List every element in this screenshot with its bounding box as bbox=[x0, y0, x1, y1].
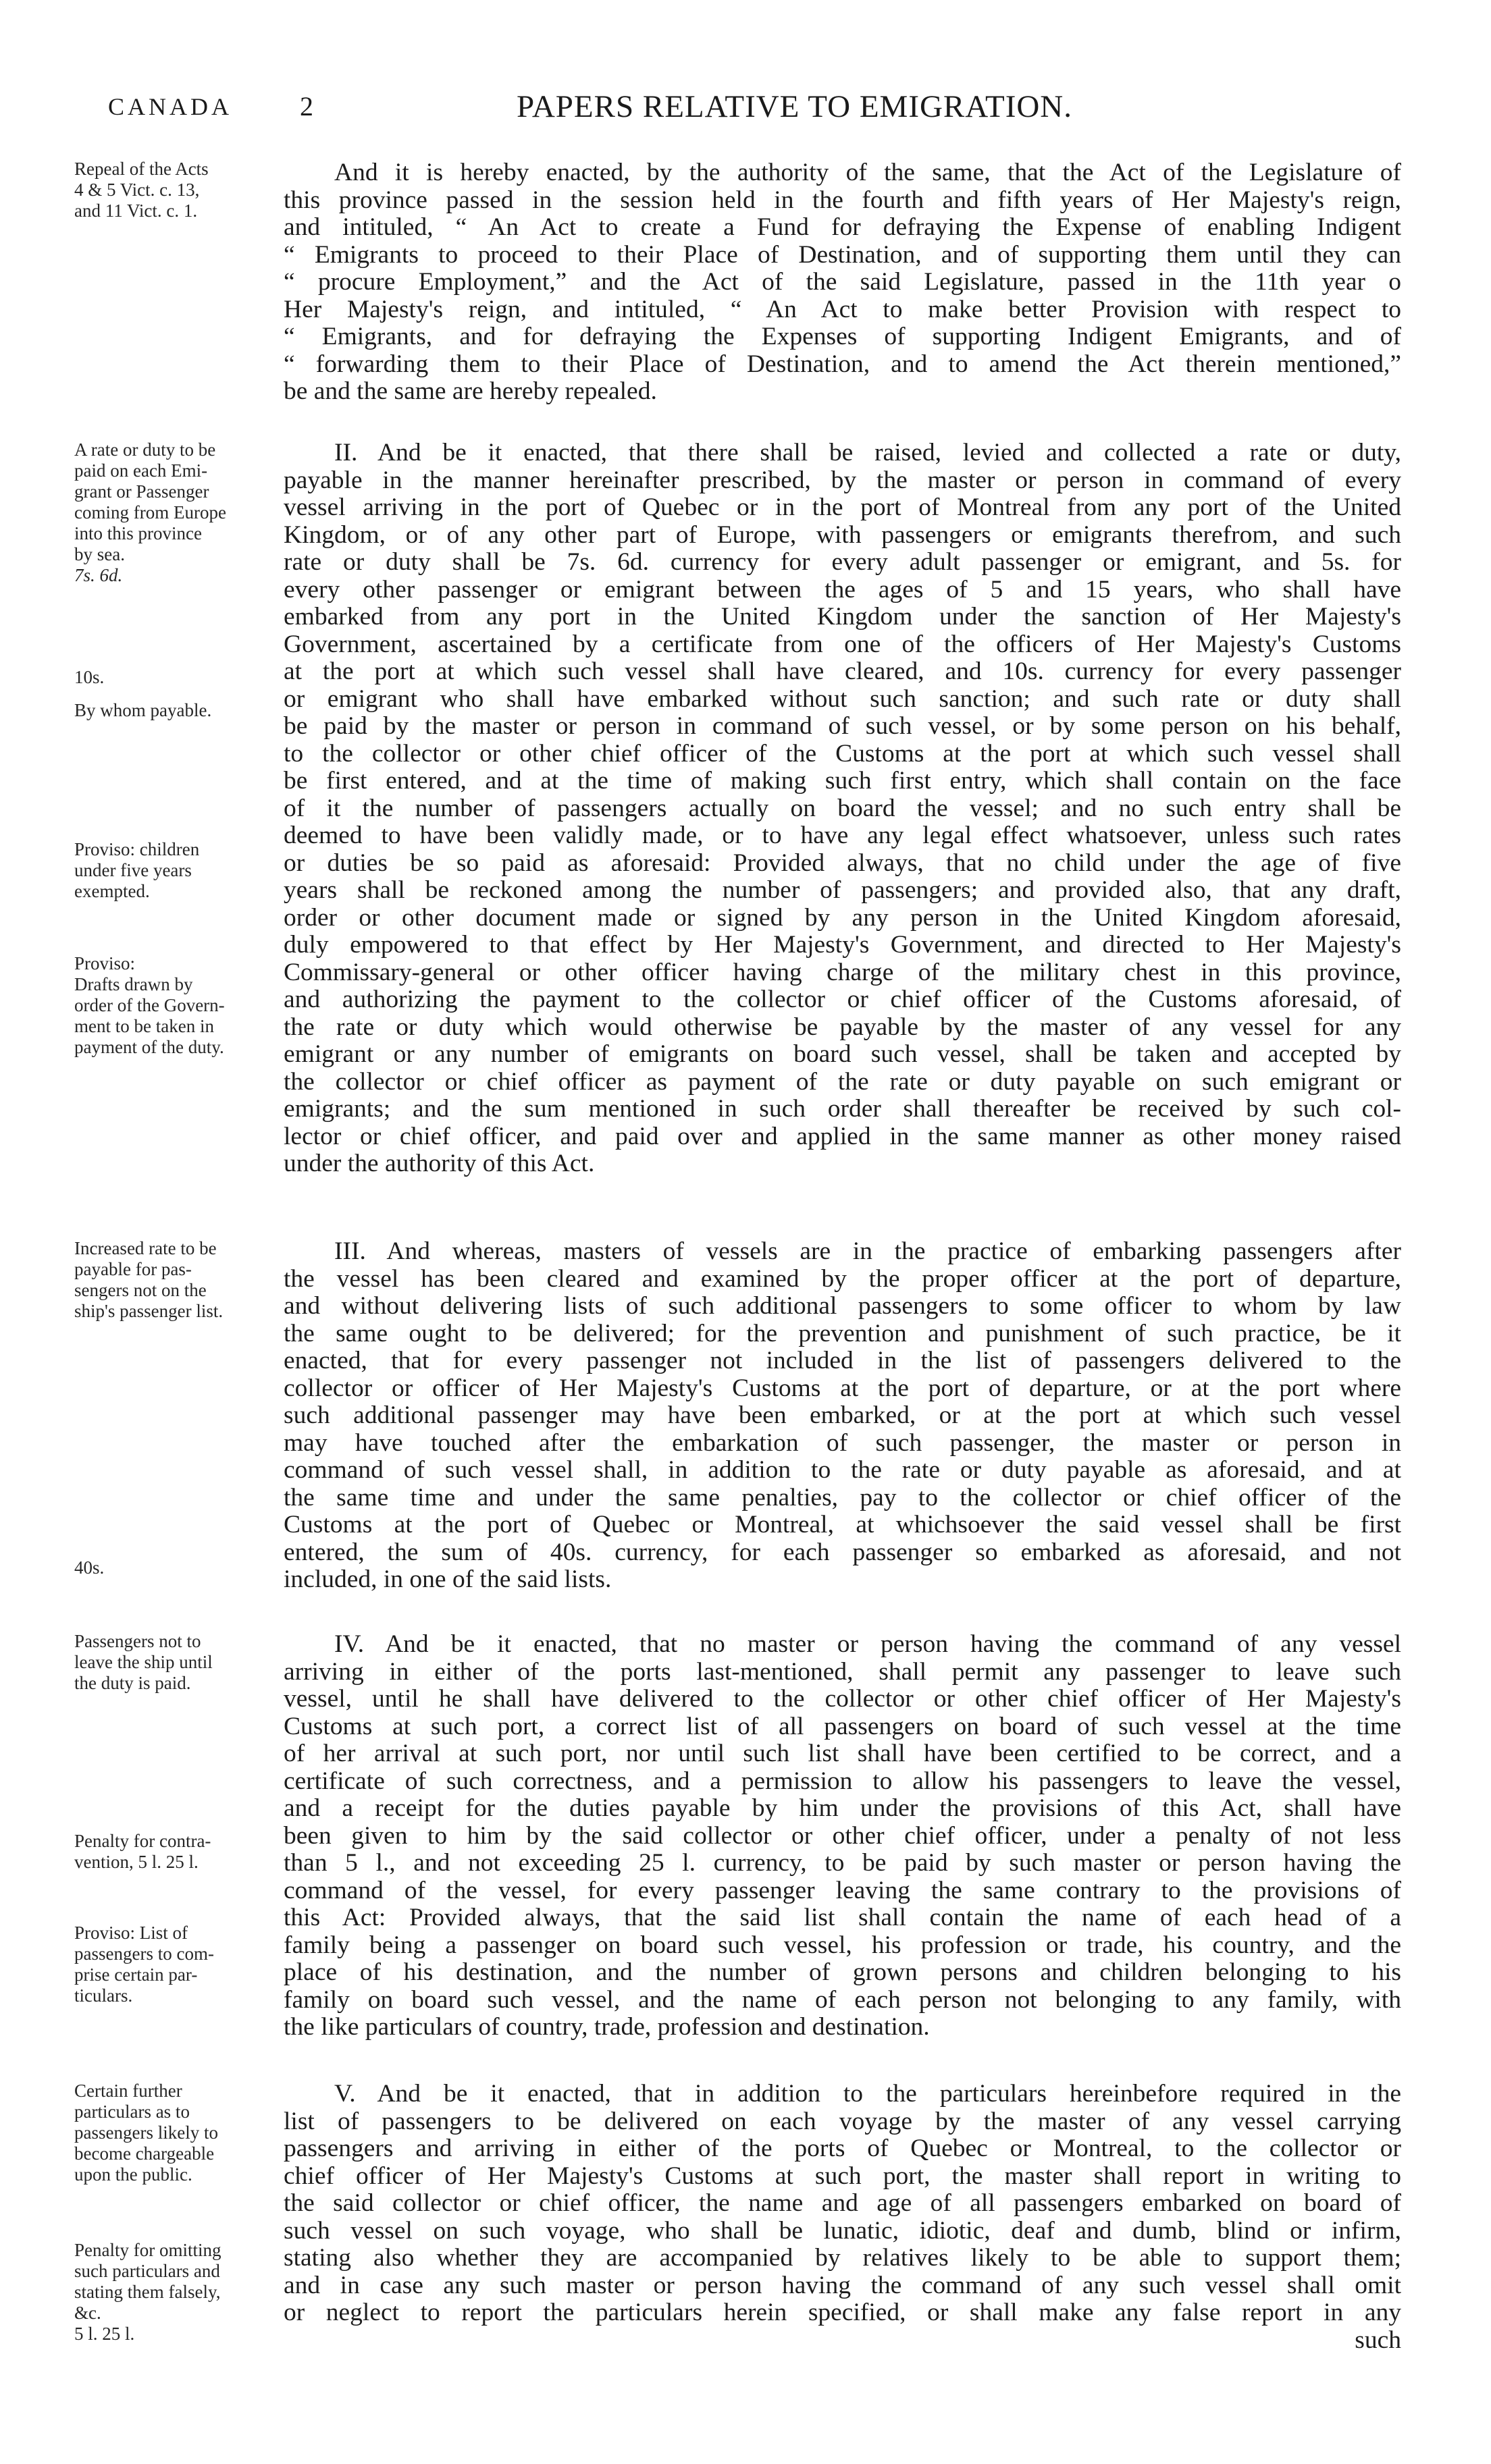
running-head-title: PAPERS RELATIVE TO EMIGRATION. bbox=[517, 89, 1072, 124]
text-line: III. And whereas, masters of vessels are in the practice of embarking passengers after bbox=[334, 1237, 1401, 1265]
margin-note-line: grant or Passenger bbox=[74, 481, 209, 502]
margin-note bbox=[74, 1557, 277, 1578]
text-line: passengers and arriving in either of the ports of Quebec or Montreal, to the collector or bbox=[284, 2135, 1401, 2162]
margin-note-line: exempted. bbox=[74, 881, 150, 901]
margin-note-line: the duty is paid. bbox=[74, 1673, 191, 1693]
text-line: the rate or duty which would otherwise be payable by the master of any vessel for any bbox=[284, 1013, 1401, 1041]
margin-note-line: by sea. bbox=[74, 544, 125, 564]
text-line: the said collector or chief officer, the name and age of all passengers embarked on board of bbox=[284, 2189, 1401, 2217]
text-line: list of passengers to be delivered on each voyage by the master of any vessel carrying bbox=[284, 2107, 1401, 2135]
margin-note-line: A rate or duty to be bbox=[74, 439, 216, 460]
margin-note-line: 10s. bbox=[74, 667, 105, 687]
margin-note-line: Increased rate to be bbox=[74, 1238, 217, 1258]
text-line: been given to him by the said collector or other chief officer, under a penalty of not less bbox=[284, 1821, 1401, 1850]
text-line: payable in the manner hereinafter prescribed, by the master or person in command of every bbox=[284, 466, 1401, 494]
margin-note-line: Penalty for contra- bbox=[74, 1831, 211, 1851]
text-line: “ forwarding them to their Place of Destination, and to amend the Act therein mentioned,” bbox=[284, 350, 1401, 378]
page-number: 2 bbox=[300, 91, 313, 122]
section-iv bbox=[284, 1631, 1401, 2041]
text-line: Customs at the port of Quebec or Montreal, at whichsoever the said vessel shall be first bbox=[284, 1511, 1401, 1538]
margin-note bbox=[74, 2081, 277, 2185]
margin-note bbox=[74, 1831, 277, 1873]
text-line: may have touched after the embarkation of such passenger, the master or person in bbox=[284, 1428, 1401, 1457]
text-line: Government, ascertained by a certificate from one of the officers of Her Majesty's Customs bbox=[284, 630, 1401, 658]
margin-note bbox=[74, 1631, 277, 1694]
text-line: such additional passenger may have been embarked, or at the port at which such vessel bbox=[284, 1401, 1401, 1429]
margin-note-line: vention, 5 l. 25 l. bbox=[74, 1852, 199, 1872]
margin-note-line: upon the public. bbox=[74, 2164, 192, 2185]
text-line: or duties be so paid as aforesaid: Provided always, that no child under the age of five bbox=[284, 849, 1401, 877]
text-line: Kingdom, or of any other part of Europe, with passengers or emigrants therefrom, and such bbox=[284, 520, 1401, 549]
margin-note-line: order of the Govern- bbox=[74, 995, 225, 1015]
text-line: chief officer of Her Majesty's Customs at such port, the master shall report in writing to bbox=[284, 2162, 1401, 2190]
margin-note-line: Passengers not to bbox=[74, 1631, 201, 1651]
text-line: be and the same are hereby repealed. bbox=[284, 377, 657, 405]
text-line: or neglect to report the particulars herein specified, or shall make any false report in any bbox=[284, 2299, 1401, 2326]
text-line: V. And be it enacted, that in addition to the particulars hereinbefore required in the bbox=[334, 2080, 1401, 2108]
text-line: command of such vessel shall, in addition to the rate or duty payable as aforesaid, and at bbox=[284, 1456, 1401, 1484]
margin-note-line: paid on each Emi- bbox=[74, 460, 208, 481]
text-line: Commissary-general or other officer having charge of the military chest in this province, bbox=[284, 958, 1401, 986]
margin-note-line: Repeal of the Acts bbox=[74, 159, 209, 179]
text-line: at the port at which such vessel shall have cleared, and 10s. currency for every passenger bbox=[284, 658, 1401, 685]
text-line: deemed to have been validly made, or to have any legal effect whatsoever, unless such rates bbox=[284, 822, 1401, 849]
text-line: the collector or chief officer as payment of the rate or duty payable on such emigrant or bbox=[284, 1067, 1401, 1096]
text-line: emigrants; and the sum mentioned in such order shall thereafter be received by such col- bbox=[284, 1095, 1401, 1123]
margin-note-line: prise certain par- bbox=[74, 1964, 198, 1985]
margin-note-line: 5 l. 25 l. bbox=[74, 2324, 135, 2344]
margin-note-line: 40s. bbox=[74, 1557, 105, 1578]
text-line: the like particulars of country, trade, profession and destination. bbox=[284, 2013, 930, 2041]
margin-note-line: Drafts drawn by bbox=[74, 974, 193, 994]
text-line: the same ought to be delivered; for the prevention and punishment of such practice, be it bbox=[284, 1319, 1401, 1347]
text-line: and authorizing the payment to the collector or chief officer of the Customs aforesaid, of bbox=[284, 986, 1401, 1013]
text-line: and intituled, “ An Act to create a Fund for defraying the Expense of enabling Indigent bbox=[284, 213, 1401, 241]
text-line: arriving in either of the ports last-mentioned, shall permit any passenger to leave such bbox=[284, 1657, 1401, 1686]
margin-note-line: such particulars and bbox=[74, 2261, 220, 2281]
text-line: and a receipt for the duties payable by him under the provisions of this Act, shall have bbox=[284, 1794, 1401, 1822]
margin-note-line: passengers to com- bbox=[74, 1944, 214, 1964]
margin-note-line: sengers not on the bbox=[74, 1280, 207, 1300]
margin-note bbox=[74, 159, 277, 221]
text-line: IV. And be it enacted, that no master or person having the command of any vessel bbox=[334, 1630, 1401, 1658]
margin-note-line: particulars as to bbox=[74, 2101, 190, 2122]
margin-note-line: ship's passenger list. bbox=[74, 1301, 224, 1321]
margin-note-line: Certain further bbox=[74, 2081, 182, 2101]
margin-note-line: into this province bbox=[74, 523, 202, 543]
margin-note-line: payment of the duty. bbox=[74, 1037, 224, 1057]
margin-note bbox=[74, 1238, 277, 1322]
margin-note-line: stating them falsely, bbox=[74, 2282, 221, 2302]
text-line: order or other document made or signed by any person in the United Kingdom aforesaid, bbox=[284, 903, 1401, 932]
margin-note-line: and 11 Vict. c. 1. bbox=[74, 200, 198, 221]
section-ii bbox=[284, 439, 1401, 1178]
text-line: “ procure Employment,” and the Act of the said Legislature, passed in the 11th year o bbox=[284, 268, 1401, 296]
margin-note bbox=[74, 2240, 277, 2345]
margin-note-line: Proviso: bbox=[74, 953, 136, 973]
margin-note-line: 7s. 6d. bbox=[74, 565, 123, 585]
margin-note-line: Penalty for omitting bbox=[74, 2240, 221, 2260]
margin-note bbox=[74, 700, 277, 721]
text-line: embarked from any port in the United Kingdom under the sanction of Her Majesty's bbox=[284, 603, 1401, 631]
text-line: II. And be it enacted, that there shall be raised, levied and collected a rate or duty, bbox=[334, 439, 1401, 466]
text-line: certificate of such correctness, and a permission to allow his passengers to leave the vessel, bbox=[284, 1767, 1401, 1795]
text-line: of it the number of passengers actually on board the vessel; and no such entry shall be bbox=[284, 794, 1401, 822]
text-line: “ Emigrants, and for defraying the Expenses of supporting Indigent Emigrants, and of bbox=[284, 323, 1401, 350]
margin-note-line: By whom payable. bbox=[74, 700, 212, 720]
text-line: years shall be reckoned among the number of passengers; and provided also, that any draft, bbox=[284, 876, 1401, 904]
text-line: such vessel on such voyage, who shall be lunatic, idiotic, deaf and dumb, blind or infirm, bbox=[284, 2216, 1401, 2245]
text-line: and in case any such master or person having the command of any such vessel shall omit bbox=[284, 2271, 1401, 2299]
margin-note-line: Proviso: List of bbox=[74, 1923, 188, 1943]
text-line: collector or officer of Her Majesty's Customs at the port of departure, or at the port where bbox=[284, 1374, 1401, 1402]
text-line: family being a passenger on board such vessel, his profession or trade, his country, and the bbox=[284, 1931, 1401, 1959]
margin-note-line: passengers likely to bbox=[74, 2122, 218, 2143]
margin-note-line: ment to be taken in bbox=[74, 1016, 214, 1036]
text-line: this province passed in the session held in the fourth and fifth years of Her Majesty's reign, bbox=[284, 186, 1401, 214]
catchword: such bbox=[1355, 2326, 1401, 2354]
text-line: family on board such vessel, and the name of each person not belonging to any family, with bbox=[284, 1985, 1401, 2014]
text-line: every other passenger or emigrant between the ages of 5 and 15 years, who shall have bbox=[284, 575, 1401, 604]
margin-note-line: under five years bbox=[74, 860, 192, 880]
margin-note bbox=[74, 953, 277, 1058]
text-line: or emigrant who shall have embarked without such sanction; and such rate or duty shall bbox=[284, 685, 1401, 713]
margin-note-line: Proviso: children bbox=[74, 839, 200, 859]
text-line: place of his destination, and the number of grown persons and children belonging to his bbox=[284, 1958, 1401, 1986]
margin-note-line: 4 & 5 Vict. c. 13, bbox=[74, 180, 200, 200]
text-line: Her Majesty's reign, and intituled, “ An Act to make better Provision with respect to bbox=[284, 295, 1401, 323]
text-line: this Act: Provided always, that the said list shall contain the name of each head of a bbox=[284, 1904, 1401, 1931]
margin-note-line: coming from Europe bbox=[74, 502, 226, 523]
text-line: than 5 l., and not exceeding 25 l. currency, to be paid by such master or person having the bbox=[284, 1849, 1401, 1877]
text-line: rate or duty shall be 7s. 6d. currency for every adult passenger or emigrant, and 5s. for bbox=[284, 548, 1401, 576]
text-line: vessel, until he shall have delivered to the collector or other chief officer of Her Majesty's bbox=[284, 1685, 1401, 1713]
text-line: be first entered, and at the time of making such first entry, which shall contain on the face bbox=[284, 767, 1401, 795]
running-head-country: CANADA bbox=[108, 93, 233, 120]
margin-note-line: become chargeable bbox=[74, 2143, 215, 2164]
text-line: lector or chief officer, and paid over and applied in the same manner as other money raised bbox=[284, 1122, 1401, 1150]
text-line: command of the vessel, for every passenger leaving the same contrary to the provisions of bbox=[284, 1876, 1401, 1904]
text-line: Customs at such port, a correct list of all passengers on board of such vessel at the time bbox=[284, 1712, 1401, 1740]
text-line: the vessel has been cleared and examined by the proper officer at the port of departure, bbox=[284, 1264, 1401, 1293]
section-repeal bbox=[284, 159, 1401, 406]
text-line: vessel arriving in the port of Quebec or in the port of Montreal from any port of the United bbox=[284, 493, 1401, 521]
margin-note bbox=[74, 667, 277, 688]
text-line: included, in one of the said lists. bbox=[284, 1565, 612, 1593]
margin-note-line: ticulars. bbox=[74, 1985, 133, 2006]
margin-note bbox=[74, 839, 277, 902]
text-line: under the authority of this Act. bbox=[284, 1150, 595, 1177]
text-line: stating also whether they are accompanied by relatives likely to be able to support them; bbox=[284, 2244, 1401, 2272]
section-v bbox=[284, 2081, 1401, 2354]
text-line: duly empowered to that effect by Her Majesty's Government, and directed to Her Majesty's bbox=[284, 931, 1401, 959]
section-iii bbox=[284, 1238, 1401, 1594]
text-line: “ Emigrants to proceed to their Place of Destination, and of supporting them until they can bbox=[284, 240, 1401, 269]
text-line: to the collector or other chief officer of the Customs at the port at which such vessel shall bbox=[284, 739, 1401, 768]
margin-note-line: leave the ship until bbox=[74, 1652, 213, 1672]
text-line: And it is hereby enacted, by the authority of the same, that the Act of the Legislature of bbox=[334, 159, 1401, 186]
text-line: enacted, that for every passenger not included in the list of passengers delivered to the bbox=[284, 1347, 1401, 1374]
text-line: the same time and under the same penalties, pay to the collector or chief officer of the bbox=[284, 1483, 1401, 1511]
text-line: entered, the sum of 40s. currency, for each passenger so embarked as aforesaid, and not bbox=[284, 1538, 1401, 1566]
margin-note-line: &c. bbox=[74, 2303, 101, 2323]
margin-note bbox=[74, 1923, 277, 2006]
text-line: be paid by the master or person in command of such vessel, or by some person on his behalf, bbox=[284, 712, 1401, 740]
text-line: emigrant or any number of emigrants on board such vessel, shall be taken and accepted by bbox=[284, 1040, 1401, 1068]
margin-note-line: payable for pas- bbox=[74, 1259, 192, 1279]
text-line: of her arrival at such port, nor until such list shall have been certified to be correct, and a bbox=[284, 1740, 1401, 1767]
text-line: and without delivering lists of such additional passengers to some officer to whom by law bbox=[284, 1292, 1401, 1320]
margin-note bbox=[74, 439, 277, 586]
